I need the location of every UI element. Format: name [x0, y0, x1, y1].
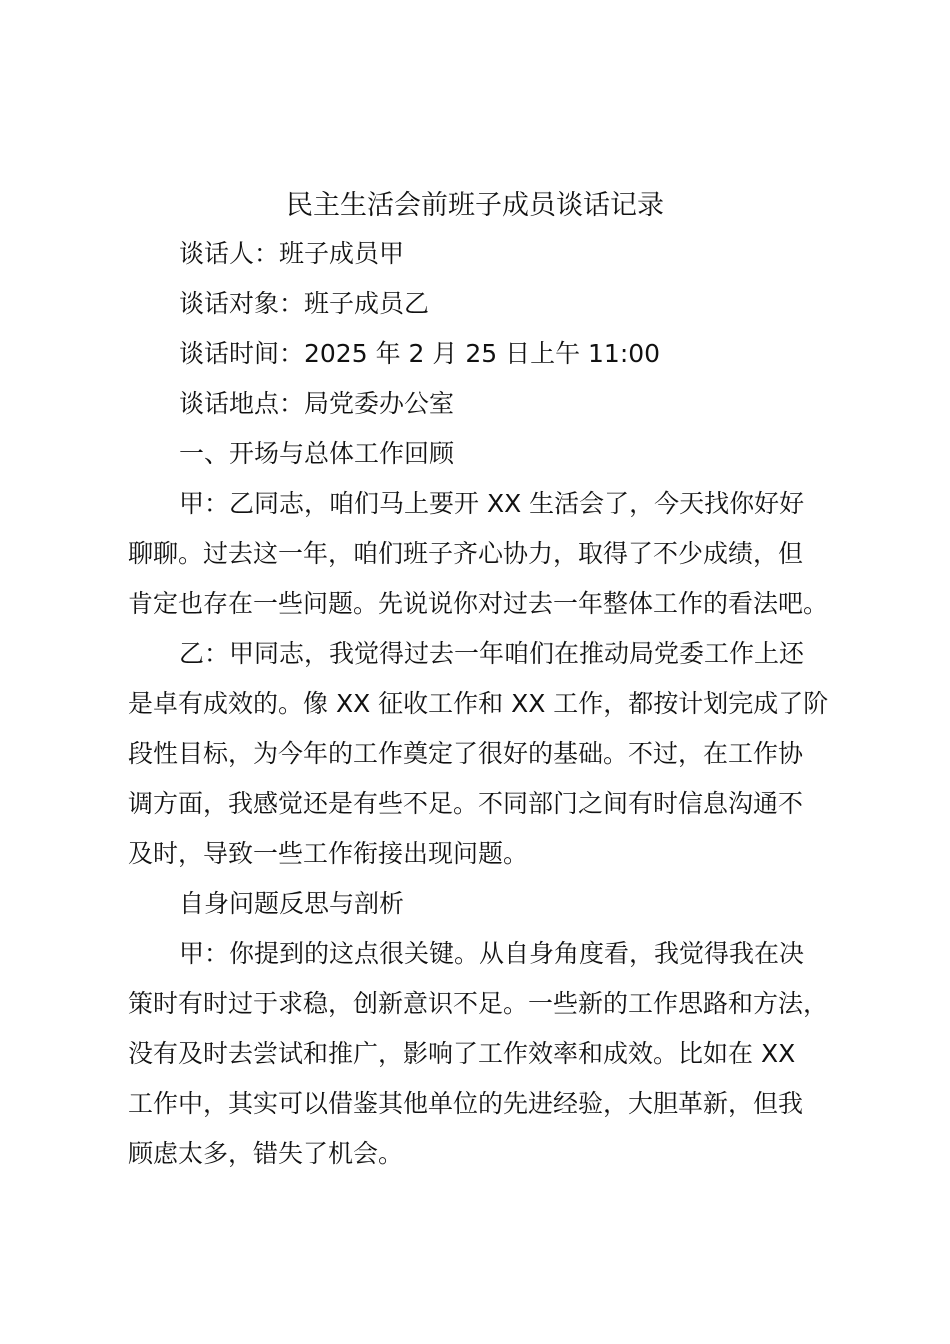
- meta-time: 谈话时间：2025 年 2 月 25 日上午 11:00: [179, 339, 661, 368]
- paragraph-line: 顾虑太多，错失了机会。: [128, 1139, 404, 1168]
- paragraph-line: 是卓有成效的。像 XX 征收工作和 XX 工作，都按计划完成了阶: [128, 689, 829, 718]
- paragraph-line: 及时，导致一些工作衔接出现问题。: [128, 839, 529, 868]
- section-heading-reflection: 自身问题反思与剖析: [179, 889, 405, 918]
- paragraph-line: 甲：乙同志，咱们马上要开 XX 生活会了，今天找你好好: [179, 489, 805, 518]
- paragraph-line: 乙：甲同志，我觉得过去一年咱们在推动局党委工作上还: [179, 639, 805, 668]
- paragraph-line: 肯定也存在一些问题。先说说你对过去一年整体工作的看法吧。: [128, 589, 829, 618]
- paragraph-line: 调方面，我感觉还是有些不足。不同部门之间有时信息沟通不: [128, 789, 804, 818]
- paragraph-line: 甲：你提到的这点很关键。从自身角度看，我觉得我在决: [179, 939, 805, 968]
- paragraph-line: 段性目标，为今年的工作奠定了很好的基础。不过，在工作协: [128, 739, 804, 768]
- paragraph-line: 聊聊。过去这一年，咱们班子齐心协力，取得了不少成绩，但: [128, 539, 804, 568]
- meta-speaker: 谈话人：班子成员甲: [179, 239, 405, 268]
- paragraph-line: 没有及时去尝试和推广，影响了工作效率和成效。比如在 XX: [128, 1039, 796, 1068]
- meta-location: 谈话地点：局党委办公室: [179, 389, 455, 418]
- section-heading-opening: 一、开场与总体工作回顾: [179, 439, 455, 468]
- meta-target: 谈话对象：班子成员乙: [179, 289, 430, 318]
- paragraph-line: 策时有时过于求稳，创新意识不足。一些新的工作思路和方法，: [128, 989, 829, 1018]
- document-title: 民主生活会前班子成员谈话记录: [286, 190, 664, 221]
- paragraph-line: 工作中，其实可以借鉴其他单位的先进经验，大胆革新，但我: [128, 1089, 804, 1118]
